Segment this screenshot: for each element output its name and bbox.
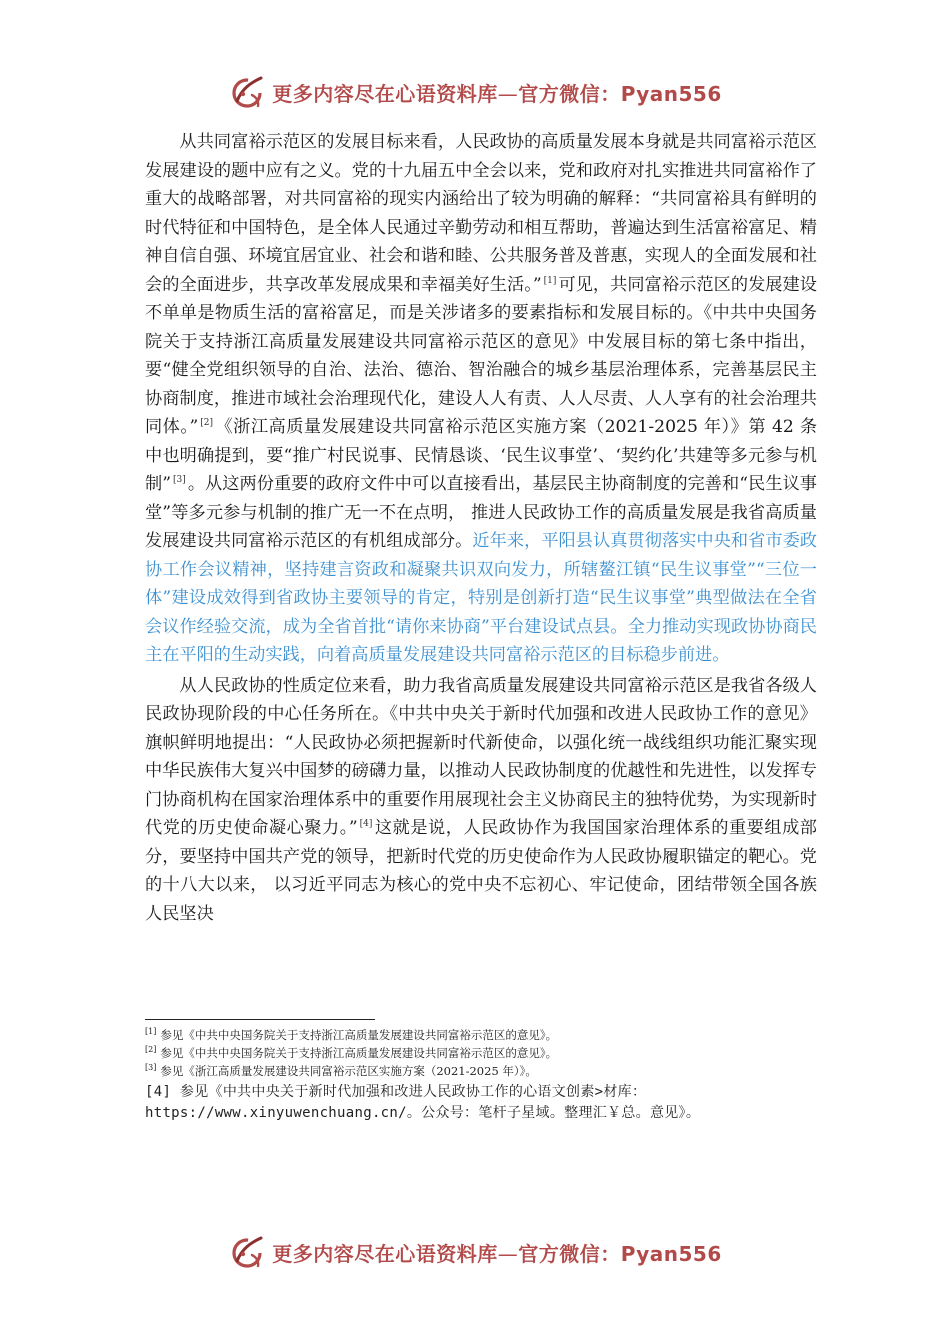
footnote-1-text: 参见《中共中央国务院关于支持浙江高质量发展建设共同富裕示范区的意见》。 (160, 1028, 558, 1042)
article-body (145, 128, 817, 928)
footnote-1-mark: [1] (145, 1027, 157, 1037)
banner-wechat: 官方微信：Pyan556 (518, 81, 722, 106)
footer-banner (0, 1230, 950, 1274)
paragraph-1 (145, 128, 817, 670)
footnote-2-mark: [2] (145, 1045, 157, 1055)
p1-text-1: 从共同富裕示范区的发展目标来看，人民政协的高质量发展本身就是共同富裕示范区发展建设的题中应有之义。党的十九届五中全会以来，党和政府对扎实推进共同富裕作了重大的战略部署，对共同富裕的现实内涵给出了较为明确的解释：“共同富裕具有鲜明的时代特征和中国特色，是全体人民通过辛勤劳动和相互帮助，普遍达到生活富裕富足、精神自信自强、环境宜居宜业、社会和谐和睦、公共服务普及普惠，实现人的全面发展和社会的全面进步，共享改革发展成果和幸福美好生活。” (145, 132, 817, 295)
footnote-4-line-1: [4] 参见《中共中央关于新时代加强和改进人民政协工作的心语文创素>材库： (145, 1084, 647, 1100)
footnote-3-text: 参见《浙江高质量发展建设共同富裕示范区实施方案（2021-2025 年）》。 (160, 1064, 537, 1078)
footnote-ref-1[interactable]: [1] (543, 275, 557, 286)
banner-separator: — (497, 1241, 519, 1266)
footnote-3-mark: [3] (145, 1063, 157, 1073)
footnote-4 (145, 1082, 817, 1124)
header-banner (0, 70, 950, 114)
banner-main: 更多内容尽在心语资料库 (272, 81, 498, 106)
p1-text-4: 。从这两份重要的政府文件中可以直接看出，基层民主协商制度的完善和“民生议事堂”等多元参与机制的推广无一不在点明， 推进人民政协工作的高质量发展是我省高质量发展建设共同富裕示范区的有机组成部分。 (145, 474, 817, 551)
banner-text (272, 78, 722, 107)
footnote-ref-4[interactable]: [4] (359, 819, 373, 830)
footnote-divider (145, 1019, 375, 1020)
banner-separator: — (497, 81, 519, 106)
brush-swirl-logo-icon (228, 1233, 266, 1271)
footnote-2-text: 参见《中共中央国务院关于支持浙江高质量发展建设共同富裕示范区的意见》。 (160, 1046, 558, 1060)
p1-text-3: 《浙江高质量发展建设共同富裕示范区实施方案（2021-2025 年）》第 42 条中也明确提到，要“推广村民说事、民情恳谈、‘民生议事堂’、‘契约化’共建等多元参与机制” (145, 417, 818, 494)
banner-main: 更多内容尽在心语资料库 (272, 1241, 498, 1266)
footnote-3 (145, 1062, 817, 1080)
brush-swirl-logo-icon (228, 73, 266, 111)
footnotes (145, 1026, 817, 1124)
footnote-2 (145, 1044, 817, 1062)
banner-wechat: 官方微信：Pyan556 (518, 1241, 722, 1266)
p2-text-1: 从人民政协的性质定位来看，助力我省高质量发展建设共同富裕示范区是我省各级人民政协现阶段的中心任务所在。《中共中央关于新时代加强和改进人民政协工作的意见》旗帜鲜明地提出：“人民政协必须把握新时代新使命，以强化统一战线组织功能汇聚实现中华民族伟大复兴中国梦的磅礴力量，以推动人民政协制度的优越性和先进性，以发挥专门协商机构在国家治理体系中的重要作用展现社会主义协商民主的独特优势，为实现新时代党的历史使命凝心聚力。” (145, 675, 817, 838)
banner-text (272, 1238, 722, 1267)
p1-text-2: 可见，共同富裕示范区的发展建设不单单是物质生活的富裕富足，而是关涉诸多的要素指标和发展目标的。《中共中央国务院关于支持浙江高质量发展建设共同富裕示范区的意见》中发展目标的第七条中指出，要“健全党组织领导的自治、法治、德治、智治融合的城乡基层治理体系，完善基层民主协商制度，推进市域社会治理现代化，建设人人有责、人人尽责、人人享有的社会治理共同体。” (145, 274, 817, 437)
paragraph-2 (145, 672, 817, 929)
footnote-1 (145, 1026, 817, 1044)
footnote-ref-3[interactable]: [3] (173, 475, 186, 486)
footnote-ref-2[interactable]: [2] (200, 418, 213, 429)
footnote-4-line-2: https://www.xinyuwenchuang.cn/。公众号：笔杆子星域。整理汇￥总。意见》。 (145, 1105, 701, 1121)
highlighted-text: 近年来，平阳县认真贯彻落实中央和省市委政协工作会议精神，坚持建言资政和凝聚共识双向发力，所辖鳌江镇“民生议事堂”“三位一体”建设成效得到省政协主要领导的肯定，特别是创新打造“民生议事堂”典型做法在全省会议作经验交流，成为全省首批“请你来协商”平台建设试点县。全力推动实现政协协商民主在平阳的生动实践，向着高质量发展建设共同富裕示范区的目标稳步前进。 (145, 531, 817, 665)
p2-text-2: 这就是说，人民政协作为我国国家治理体系的重要组成部分，要坚持中国共产党的领导，把新时代党的历史使命作为人民政协履职锚定的靶心。党的十八大以来， 以习近平同志为核心的党中央不忘初心、牢记使命，团结带领全国各族人民坚决 (145, 818, 817, 924)
